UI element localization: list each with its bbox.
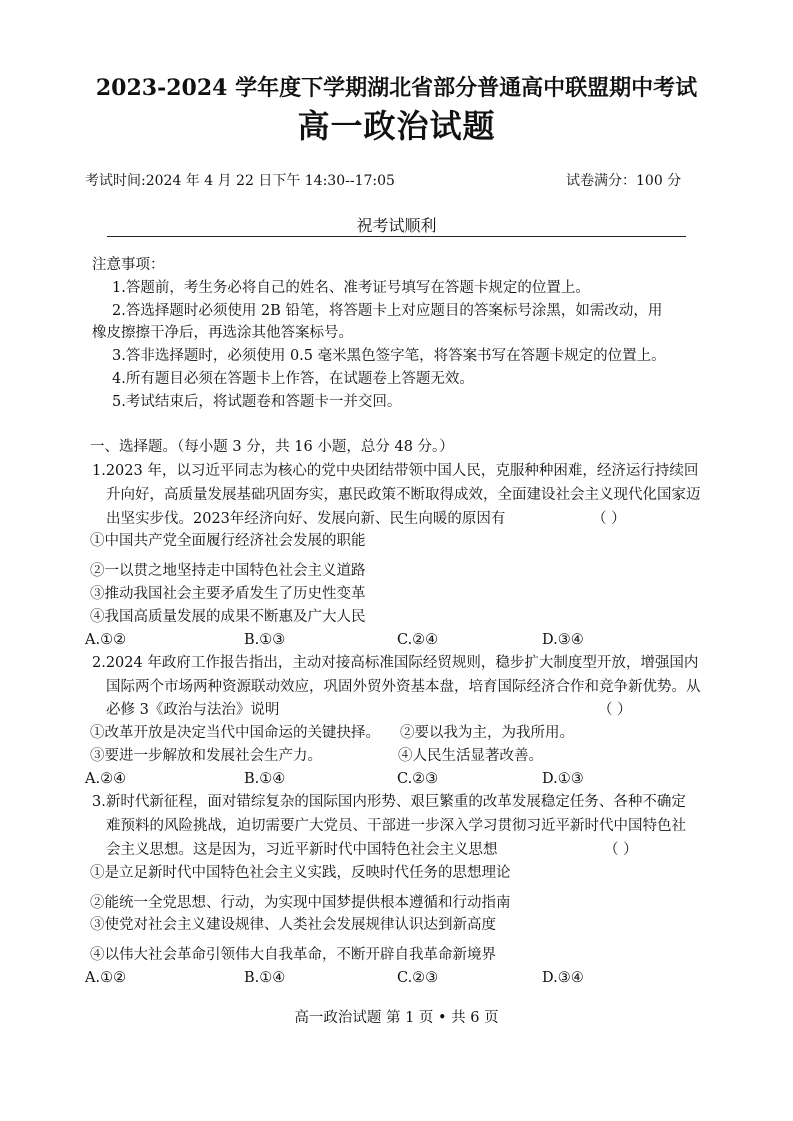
question-statement: ③推动我国社会主要矛盾发生了历史性变革 xyxy=(90,586,366,602)
question-stem: 出坚实步伐。2023年经济向好、发展向新、民生向暖的原因有 xyxy=(106,511,506,527)
answer-option: B.①④ xyxy=(244,970,286,986)
question-statement: ④我国高质量发展的成果不断惠及广大人民 xyxy=(90,609,366,625)
question-statement: ①是立足新时代中国特色社会主义实践，反映时代任务的思想理论 xyxy=(90,865,511,881)
header-divider xyxy=(107,236,686,237)
notes-heading: 注意事项： xyxy=(92,257,165,273)
answer-option: C.②④ xyxy=(397,632,439,648)
question-stem: 2.2024 年政府工作报告指出，主动对接高标准国际经贸规则，稳步扩大制度型开放，增强国内 xyxy=(92,655,699,671)
notes-line: 2.答选择题时必须使用 2B 铅笔，将答题卡上对应题目的答案标号涂黑，如需改动，用 xyxy=(112,303,663,319)
answer-option: D.③④ xyxy=(542,970,584,986)
question-statement: ①中国共产党全面履行经济社会发展的职能 xyxy=(90,533,366,549)
full-score: 试卷满分：100 分 xyxy=(566,173,682,189)
notes-line: 4.所有题目必须在答题卡上作答，在试题卷上答题无效。 xyxy=(112,371,474,387)
notes-line: 3.答非选择题时，必须使用 0.5 毫米黑色签字笔，将答案书写在答题卡规定的位置上。 xyxy=(112,348,666,364)
section-heading: 一、选择题。（每小题 3 分，共 16 小题，总分 48 分。） xyxy=(90,439,454,455)
question-statement: ②能统一全党思想、行动，为实现中国梦提供根本遵循和行动指南 xyxy=(90,895,511,911)
question-stem: 会主义思想。这是因为，习近平新时代中国特色社会主义思想 xyxy=(106,842,498,858)
question-statement: ①改革开放是决定当代中国命运的关键抉择。 xyxy=(90,725,380,741)
exam-time: 考试时间:2024 年 4 月 22 日下午 14:30--17:05 xyxy=(85,173,395,189)
question-stem: 3.新时代新征程，面对错综复杂的国际国内形势、艰巨繁重的改革发展稳定任务、各种不确定 xyxy=(92,794,686,810)
answer-option: D.③④ xyxy=(542,632,584,648)
answer-bracket: （ ） xyxy=(604,842,638,858)
page-footer: 高一政治试题 第 1 页 • 共 6 页 xyxy=(294,1010,499,1026)
question-statement: ③要进一步解放和发展社会生产力。 xyxy=(90,748,322,764)
answer-bracket: （ ） xyxy=(592,511,626,527)
notes-line: 橡皮擦擦干净后，再选涂其他答案标号。 xyxy=(92,325,353,341)
question-statement: ④人民生活显著改善。 xyxy=(398,748,543,764)
answer-option: A.②④ xyxy=(85,771,127,787)
answer-option: A.①② xyxy=(85,970,127,986)
question-statement: ②一以贯之地坚持走中国特色社会主义道路 xyxy=(90,563,366,579)
notes-line: 5.考试结束后，将试题卷和答题卡一并交回。 xyxy=(112,394,402,410)
answer-option: A.①② xyxy=(85,632,127,648)
question-statement: ②要以我为主，为我所用。 xyxy=(400,725,574,741)
question-stem: 难预料的风险挑战，迫切需要广大党员、干部进一步深入学习贯彻习近平新时代中国特色社 xyxy=(106,818,686,834)
answer-option: C.②③ xyxy=(397,970,439,986)
question-stem: 国际两个市场两种资源联动效应，巩固外贸外资基本盘，培育国际经济合作和竞争新优势。从 xyxy=(106,679,701,695)
answer-option: B.①④ xyxy=(244,771,286,787)
notes-line: 1.答题前，考生务必将自己的姓名、准考证号填写在答题卡规定的位置上。 xyxy=(112,280,590,296)
question-stem: 必修 3《政治与法治》说明 xyxy=(106,702,280,718)
answer-option: C.②③ xyxy=(397,771,439,787)
exam-subject-title: 高一政治试题 xyxy=(297,107,496,145)
answer-bracket: （ ） xyxy=(598,702,632,718)
question-statement: ③使党对社会主义建设规律、人类社会发展规律认识达到新高度 xyxy=(90,917,496,933)
answer-option: B.①③ xyxy=(244,632,286,648)
answer-option: D.①③ xyxy=(542,771,584,787)
good-luck-wish: 祝考试顺利 xyxy=(356,216,437,235)
question-stem: 升向好，高质量发展基础巩固夯实，惠民政策不断取得成效，全面建设社会主义现代化国家迈 xyxy=(106,487,701,503)
question-statement: ④以伟大社会革命引领伟大自我革命，不断开辟自我革命新境界 xyxy=(90,947,496,963)
question-stem: 1.2023 年，以习近平同志为核心的党中央团结带领中国人民，克服种种困难，经济运行持续回 xyxy=(92,463,699,479)
exam-title: 2023-2024 学年度下学期湖北省部分普通高中联盟期中考试 xyxy=(95,75,698,101)
